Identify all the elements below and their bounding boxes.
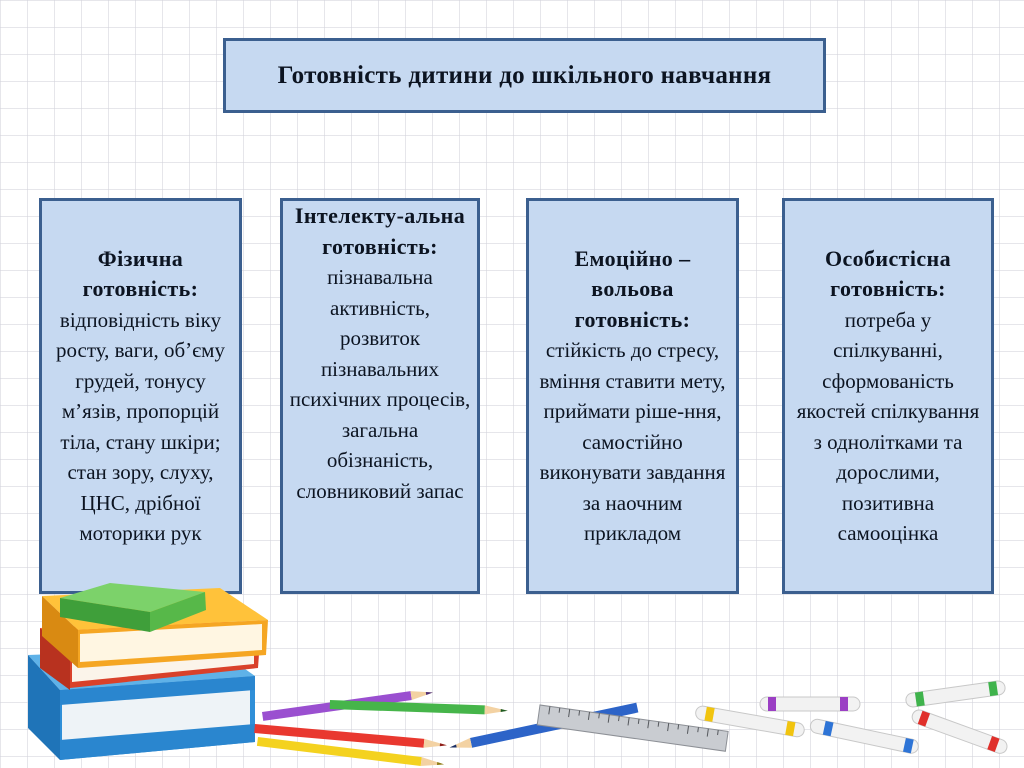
emotional-volitional-readiness-heading: Емоційно – вольова готовність: [574,245,691,332]
stack-of-books-icon [28,583,268,760]
markers-icon [695,680,1009,755]
physical-readiness-text: відповідність віку росту, ваги, об’єму грудей, тонусу м’язів, пропорцій тіла, стану шкіри; стан зору, слуху, ЦНС, дрібної моторики рук [56,307,225,545]
personal-readiness-heading: Особистісна готовність: [824,245,952,301]
diagram-title: Готовність дитини до шкільного навчання [277,62,772,89]
intellectual-readiness-heading: Інтелекту-альна готовність: [294,203,466,259]
personal-readiness-text: потреба у спілкуванні, сформованість якостей спілкування з однолітками та дорослими, позитивна самооцінка [796,307,980,545]
intellectual-readiness-text: пізнавальна активність, розвиток пізнавальних психічних процесів, загальна обізнаність, словниковий запас [289,265,471,503]
emotional-volitional-readiness-text: стійкість до стресу, вміння ставити мету, приймати ріше-ння, самостійно виконувати завдання за наочним прикладом [539,338,726,545]
physical-readiness-heading: Фізична готовність: [82,245,199,301]
